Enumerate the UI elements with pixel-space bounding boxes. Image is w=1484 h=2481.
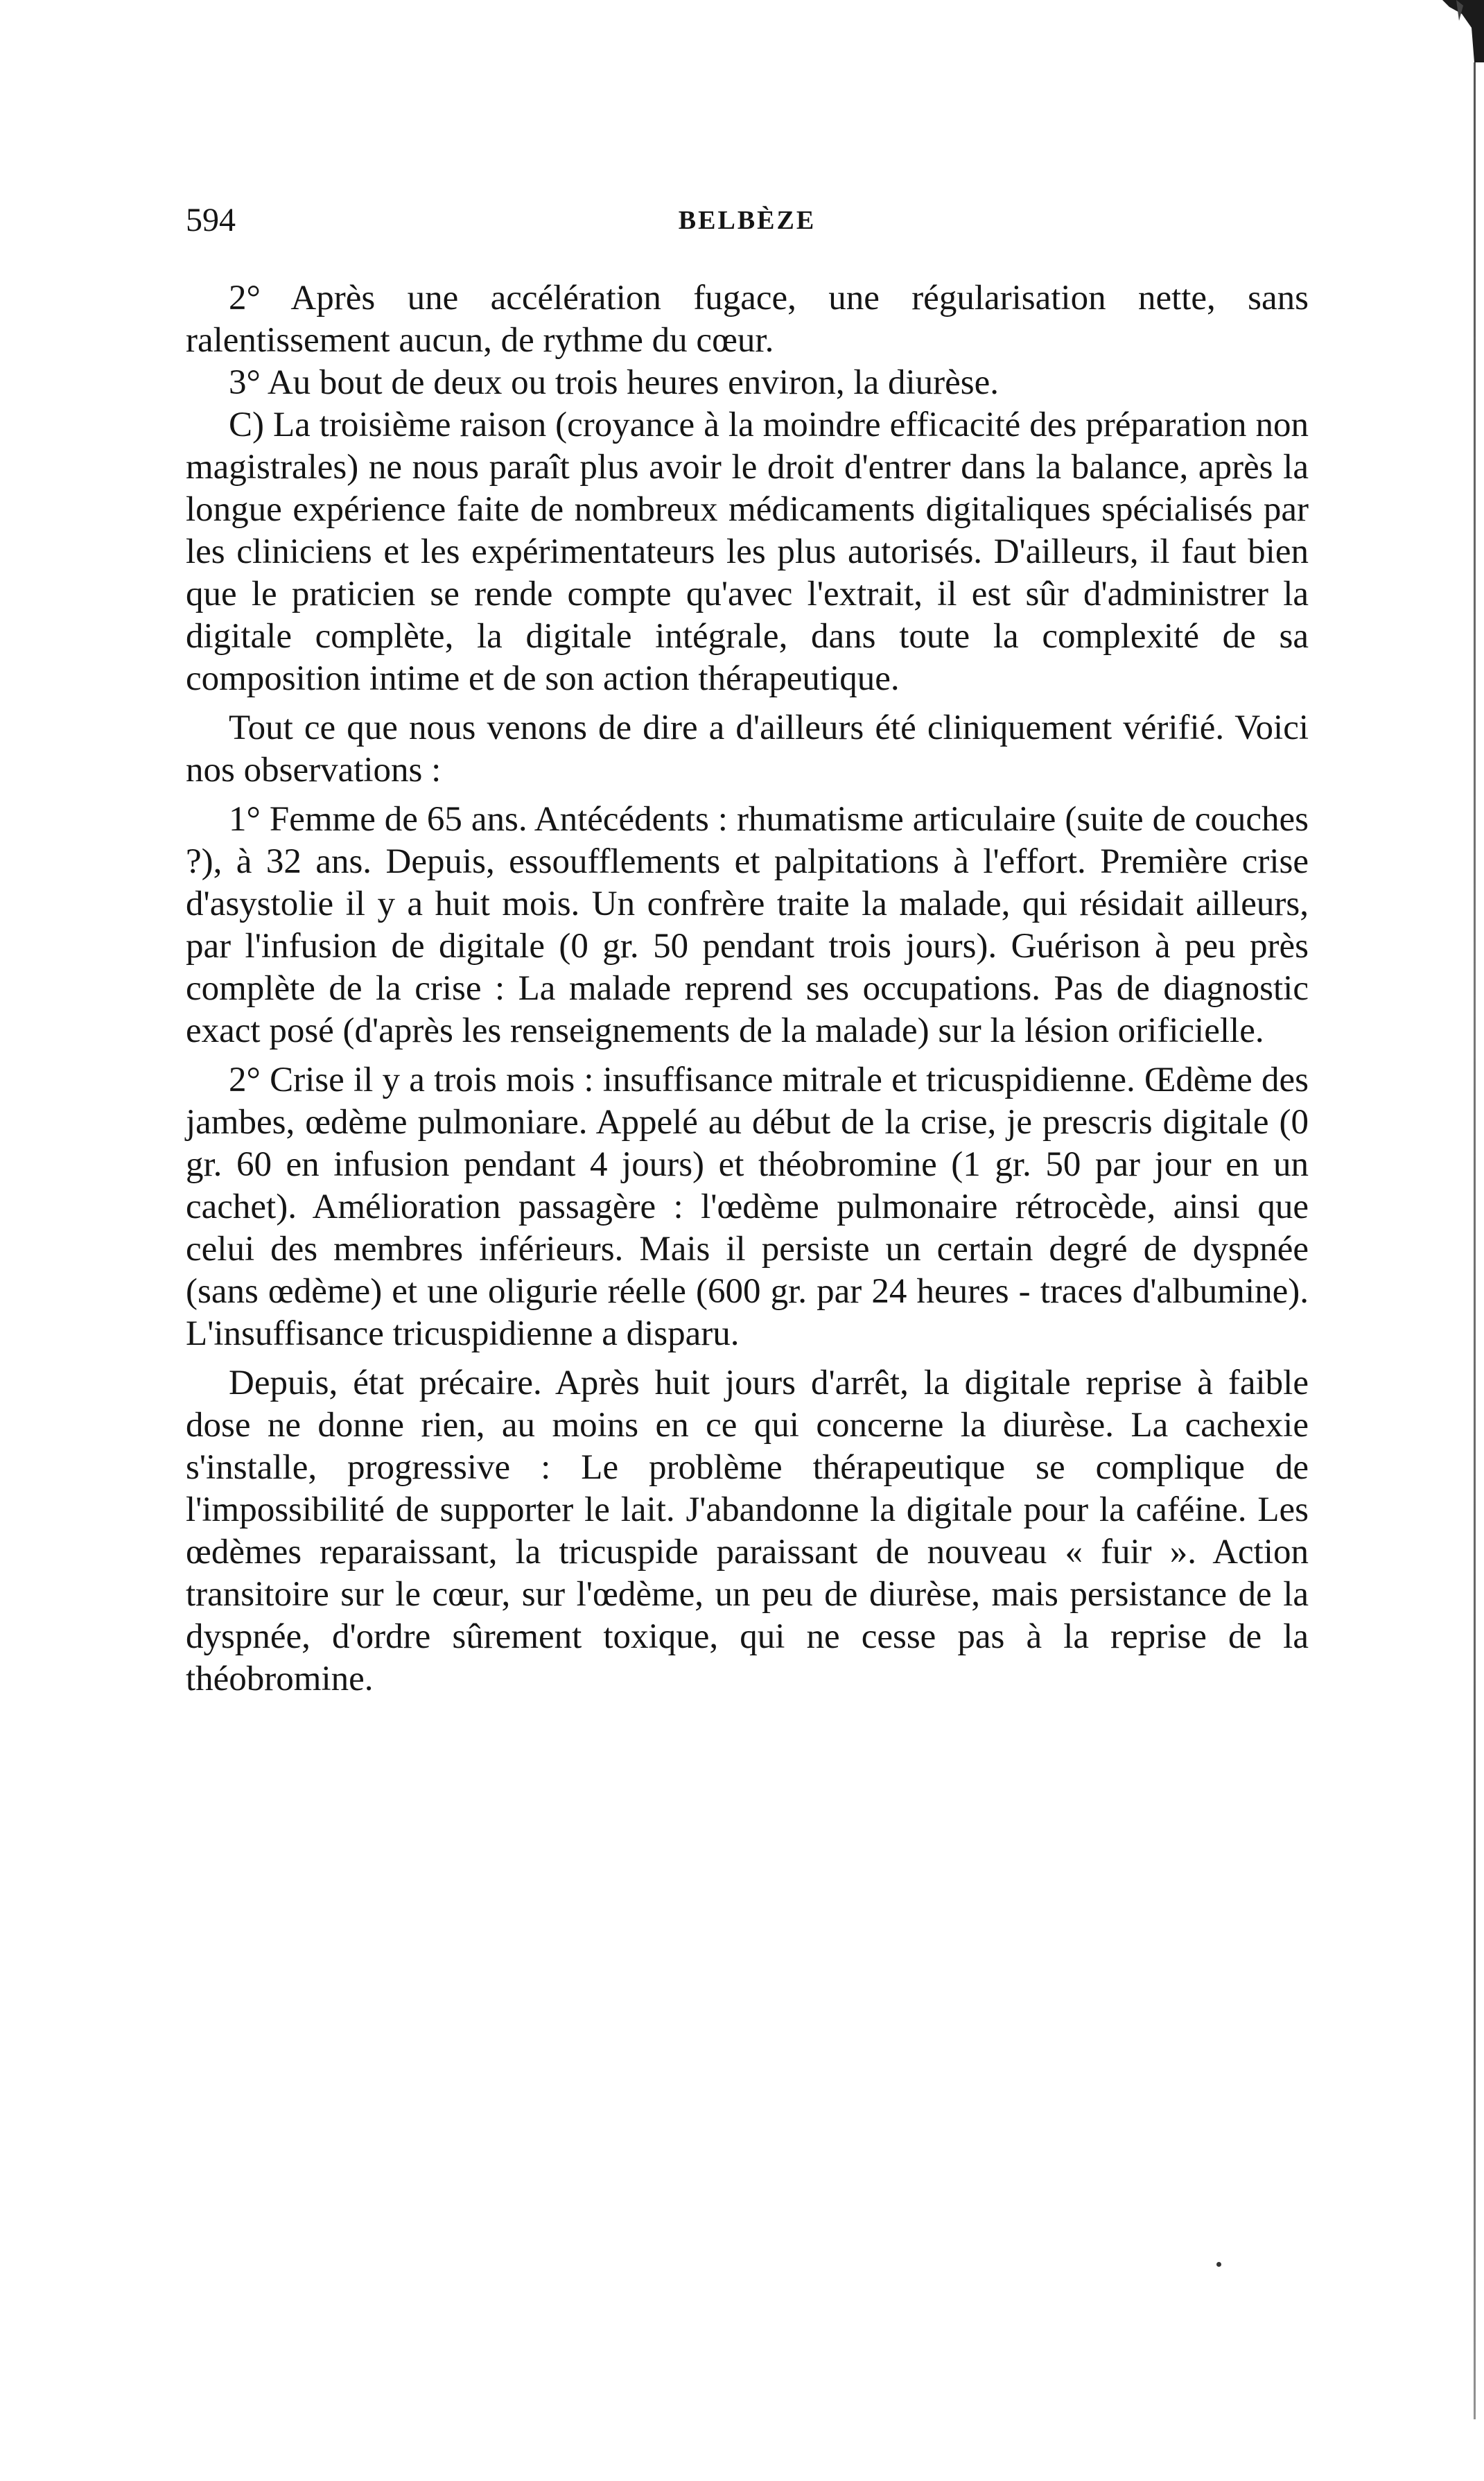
scan-edge-artifact bbox=[1429, 0, 1484, 62]
page-edge-line bbox=[1474, 62, 1476, 2419]
running-head: BELBÈZE bbox=[678, 206, 817, 235]
paragraph-observation-2: 2° Crise il y a trois mois : insuffisance mitrale et tricuspidienne. Œdème des jambes, œdème pulmoniare. Appelé au début de la crise, je prescris digitale (0 gr. 60 en infusion pendant 4 jours) et théobromine (1 gr. 50 par jour en un cachet). Amélioration passagère : l'œdème pulmonaire rétrocède, ainsi que celui des membres inférieurs. Mais il persiste un certain degré de dyspnée (sans œdème) et une oligurie réelle (600 gr. par 24 heures - traces d'albumine). L'insuffisance tricuspidienne a disparu. bbox=[186, 1061, 1309, 1353]
page-number: 594 bbox=[186, 202, 236, 238]
paragraph-since-then: Depuis, état précaire. Après huit jours d'arrêt, la digitale reprise à faible dose ne donne rien, au moins en ce qui concerne la diurèse. La cachexie s'installe, progressive : Le problème thérapeutique se complique de l'impossibilité de supporter le lait. J'abandonne la digitale pour la caféine. Les œdèmes reparaissant, la tricuspide paraissant de nouveau « fuir ». Action transitoire sur le cœur, sur l'œdème, un peu de diurèse, mais persistance de la dyspnée, d'ordre sûrement toxique, qui ne cesse pas à la reprise de la théobromine. bbox=[186, 1364, 1309, 1698]
paragraph-observation-1: 1° Femme de 65 ans. Antécédents : rhumatisme articulaire (suite de couches ?), à 32 ans. Depuis, essoufflements et palpitations à l'effort. Première crise d'asystolie il y a huit mois. Un confrère traite la malade, qui résidait ailleurs, par l'infusion de digitale (0 gr. 50 pendant trois jours). Guérison à peu près complète de la crise : La malade reprend ses occupations. Pas de diagnostic exact posé (d'après les renseignements de la malade) sur la lésion orificielle. bbox=[186, 800, 1309, 1050]
paragraph-reason-c: C) La troisième raison (croyance à la moindre efficacité des préparation non magistrales) ne nous paraît plus avoir le droit d'entrer dans la balance, après la longue expérience faite de nombreux médicaments digitaliques spécialisés par les cliniciens et les expérimentateurs les plus autorisés. D'ailleurs, il faut bien que le praticien se rende compte qu'avec l'extrait, il est sûr d'administrer la digitale complète, la digitale intégrale, dans toute la complexité de sa composition intime et de son action thérapeutique. bbox=[186, 406, 1309, 698]
paragraph-clinical-verification: Tout ce que nous venons de dire a d'ailleurs été cliniquement vérifié. Voici nos observations : bbox=[186, 708, 1309, 790]
paragraph-point-2: 2° Après une accélération fugace, une régularisation nette, sans ralentissement aucun, de rythme du cœur. bbox=[186, 279, 1309, 360]
ink-speck bbox=[1216, 2262, 1221, 2267]
body-text bbox=[186, 277, 1309, 1700]
page-header bbox=[186, 201, 1309, 256]
paragraph-point-3: 3° Au bout de deux ou trois heures environ, la diurèse. bbox=[229, 363, 999, 402]
